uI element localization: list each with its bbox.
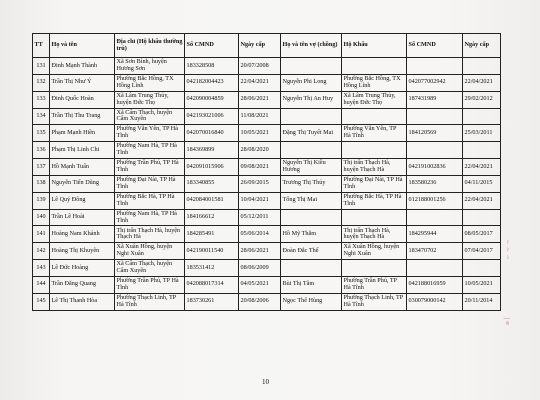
table-row [33,260,501,277]
cell-spouse-address: Thị trấn Thạch Hà, huyện Thạch Hà [342,226,407,243]
cell-spouse-name: Đặng Thị Tuyết Mai [281,125,342,142]
cell-spouse-address: Phường Văn Yên, TP Hà Tĩnh [342,125,407,142]
cell-spouse-id [407,108,463,125]
cell-full-name: Lê Thị Thanh Hòa [50,293,115,310]
cell-spouse-issue-date: 22/04/2021 [463,192,501,209]
cell-spouse-name [281,209,342,226]
cell-full-name: Trần Đăng Quang [50,276,115,293]
cell-spouse-name: Đoàn Đắc Thế [281,243,342,260]
cell-spouse-issue-date: 22/04/2021 [463,159,501,176]
cell-spouse-issue-date [463,108,501,125]
header-col-tt: TT [33,34,50,58]
cell-id-number: 042193021006 [185,108,239,125]
cell-issue-date: 10/04/2021 [239,192,281,209]
cell-id-number: 042182004423 [185,74,239,91]
cell-full-name: Lê Quý Đông [50,192,115,209]
cell-full-name: Hoàng Nam Khánh [50,226,115,243]
cell-issue-date: 20/07/2008 [239,58,281,75]
cell-issue-date: 26/09/2015 [239,175,281,192]
cell-address: Phường Đại Nài, TP Hà Tĩnh [115,175,185,192]
cell-spouse-id: 042188016959 [407,276,463,293]
cell-spouse-address: Phường Trần Phú, TP Hà Tĩnh [342,276,407,293]
table-row [33,175,501,192]
cell-id-number: 042091015906 [185,159,239,176]
cell-spouse-id: 012188001256 [407,192,463,209]
cell-spouse-issue-date: 07/04/2017 [463,243,501,260]
cell-spouse-name: Bùi Thị Tâm [281,276,342,293]
header-col-spouse-id: Số CMND [407,34,463,58]
cell-tt: 141 [33,226,50,243]
cell-spouse-id [407,58,463,75]
cell-address: Phường Văn Yên, TP Hà Tĩnh [115,125,185,142]
cell-tt: 138 [33,175,50,192]
cell-id-number: 042084001581 [185,192,239,209]
header-row [33,34,501,58]
cell-spouse-name: Nguyễn Thị Kiều Hương [281,159,342,176]
cell-spouse-address: Phường Thạch Linh, TP Hà Tĩnh [342,293,407,310]
cell-full-name: Hoàng Thị Khuyên [50,243,115,260]
cell-spouse-address: Phường Bắc Hồng, TX Hồng Lĩnh [342,74,407,91]
cell-spouse-issue-date: 22/04/2021 [463,74,501,91]
cell-spouse-id: 030079000142 [407,293,463,310]
cell-tt: 139 [33,192,50,209]
cell-issue-date: 28/06/2021 [239,91,281,108]
cell-full-name: Nguyễn Tiến Dũng [50,175,115,192]
cell-spouse-issue-date: 29/02/2012 [463,91,501,108]
table-row [33,192,501,209]
cell-issue-date: 09/08/2021 [239,159,281,176]
cell-spouse-address: Phường Đại Nài, TP Hà Tĩnh [342,175,407,192]
header-col-address: Địa chỉ (Hộ khẩu thường trú) [115,34,185,58]
cell-full-name: Trần Thị Thu Trang [50,108,115,125]
cell-full-name: Trần Lê Hoài [50,209,115,226]
cell-tt: 143 [33,260,50,277]
cell-spouse-id: 184295944 [407,226,463,243]
cell-spouse-id [407,142,463,159]
cell-spouse-address [342,142,407,159]
cell-spouse-address: Phường Bắc Hà, TP Hà Tĩnh [342,192,407,209]
table-row [33,293,501,310]
cell-id-number: 183340855 [185,175,239,192]
cell-tt: 144 [33,276,50,293]
cell-id-number: 183730261 [185,293,239,310]
header-col-spouse-address: Hộ Khẩu [342,34,407,58]
cell-address: Xã Cẩm Thạch, huyện Cẩm Xuyên [115,260,185,277]
cell-address: Phường Thạch Linh, TP Hà Tĩnh [115,293,185,310]
cell-spouse-id: 042191002836 [407,159,463,176]
table-row [33,125,501,142]
cell-issue-date: 05/06/2014 [239,226,281,243]
table-body [33,58,501,311]
table-header [33,34,501,58]
table-row [33,226,501,243]
table-row [33,276,501,293]
cell-spouse-id [407,260,463,277]
cell-address: Phường Bắc Hà, TP Hà Tĩnh [115,192,185,209]
cell-spouse-name [281,58,342,75]
cell-full-name: Phạm Thị Linh Chi [50,142,115,159]
cell-spouse-address [342,58,407,75]
cell-tt: 135 [33,125,50,142]
cell-spouse-id: 183470702 [407,243,463,260]
cell-spouse-address [342,209,407,226]
cell-spouse-name [281,108,342,125]
cell-issue-date: 22/04/2021 [239,74,281,91]
table-row [33,91,501,108]
header-col-spouse-name: Họ và tên vợ (chồng) [281,34,342,58]
table-row [33,243,501,260]
cell-spouse-name: Nguyễn Thị An Huy [281,91,342,108]
table-row [33,108,501,125]
margin-annotation: ~ ~ ~ [503,240,511,260]
header-col-spouse-issue-date: Ngày cấp [463,34,501,58]
cell-address: Phường Trần Phú, TP Hà Tĩnh [115,159,185,176]
cell-tt: 140 [33,209,50,226]
cell-issue-date: 11/08/2021 [239,108,281,125]
cell-issue-date: 28/06/2021 [239,243,281,260]
cell-id-number: 042090004859 [185,91,239,108]
cell-spouse-issue-date: 10/05/2021 [463,276,501,293]
cell-spouse-issue-date: 20/11/2014 [463,293,501,310]
header-col-issue-date: Ngày cấp [239,34,281,58]
cell-spouse-name: Hồ Mỹ Thắm [281,226,342,243]
cell-id-number: 042088017314 [185,276,239,293]
cell-issue-date: 05/12/2011 [239,209,281,226]
cell-issue-date: 28/08/2020 [239,142,281,159]
cell-address: Phường Nam Hà, TP Hà Tĩnh [115,142,185,159]
table-row [33,142,501,159]
cell-full-name: Hồ Mạnh Tuấn [50,159,115,176]
margin-mark: | ≡ [503,318,511,326]
cell-id-number: 183531412 [185,260,239,277]
cell-address: Xã Sơn Bình, huyện Hương Sơn [115,58,185,75]
cell-tt: 131 [33,58,50,75]
table-row [33,209,501,226]
cell-spouse-name: Tống Thị Mai [281,192,342,209]
cell-spouse-issue-date [463,260,501,277]
cell-spouse-name: Nguyễn Phi Long [281,74,342,91]
cell-issue-date: 08/06/2009 [239,260,281,277]
table-row [33,74,501,91]
cell-spouse-issue-date: 08/05/2017 [463,226,501,243]
cell-tt: 142 [33,243,50,260]
cell-spouse-name [281,142,342,159]
cell-address: Xã Lâm Trung Thủy, huyện Đức Thọ [115,91,185,108]
cell-issue-date: 04/05/2021 [239,276,281,293]
cell-spouse-issue-date [463,209,501,226]
cell-address: Phường Trần Phú, TP Hà Tĩnh [115,276,185,293]
cell-id-number: 183328508 [185,58,239,75]
table-row [33,159,501,176]
cell-spouse-name [281,260,342,277]
cell-tt: 134 [33,108,50,125]
cell-address: Xã Xuân Hồng, huyện Nghi Xuân [115,243,185,260]
cell-spouse-address: Thị trấn Thạch Hà, huyện Thạch Hà [342,159,407,176]
cell-spouse-name: Ngọc Thế Hùng [281,293,342,310]
cell-full-name: Lê Đức Hoàng [50,260,115,277]
cell-spouse-address [342,108,407,125]
header-col-full-name: Họ và tên [50,34,115,58]
cell-address: Phường Bắc Hồng, TX Hồng Lĩnh [115,74,185,91]
cell-tt: 137 [33,159,50,176]
cell-full-name: Phạm Mạnh Hiền [50,125,115,142]
cell-address: Thị trấn Thạch Hà, huyện Thạch Hà [115,226,185,243]
cell-id-number: 042070016840 [185,125,239,142]
cell-spouse-issue-date [463,142,501,159]
cell-id-number: 042190011540 [185,243,239,260]
cell-tt: 136 [33,142,50,159]
cell-spouse-id: 184120569 [407,125,463,142]
cell-issue-date: 20/08/2006 [239,293,281,310]
cell-spouse-id: 187431989 [407,91,463,108]
cell-spouse-id: 042077002942 [407,74,463,91]
cell-spouse-address [342,260,407,277]
table-row [33,58,501,75]
cell-id-number: 184369899 [185,142,239,159]
cell-full-name: Đinh Mạnh Thành [50,58,115,75]
cell-spouse-name: Trương Thị Thủy [281,175,342,192]
cell-id-number: 184166612 [185,209,239,226]
header-col-id-number: Số CMND [185,34,239,58]
cell-spouse-address: Xã Lâm Trung Thủy, huyện Đức Thọ [342,91,407,108]
cell-tt: 133 [33,91,50,108]
cell-tt: 145 [33,293,50,310]
cell-issue-date: 10/05/2021 [239,125,281,142]
cell-spouse-id [407,209,463,226]
cell-address: Phường Nam Hà, TP Hà Tĩnh [115,209,185,226]
cell-spouse-address: Xã Xuân Hồng, huyện Nghi Xuân [342,243,407,260]
cell-full-name: Đinh Quốc Hoàn [50,91,115,108]
cell-spouse-id: 183580236 [407,175,463,192]
cell-tt: 132 [33,74,50,91]
cell-spouse-issue-date: 04/11/2015 [463,175,501,192]
records-table [32,33,501,311]
page-number: 10 [262,378,269,386]
cell-spouse-issue-date: 25/03/2011 [463,125,501,142]
cell-id-number: 184285491 [185,226,239,243]
cell-spouse-issue-date [463,58,501,75]
cell-full-name: Trần Thị Như Ý [50,74,115,91]
cell-address: Xã Cẩm Thạch, huyện Cẩm Xuyên [115,108,185,125]
